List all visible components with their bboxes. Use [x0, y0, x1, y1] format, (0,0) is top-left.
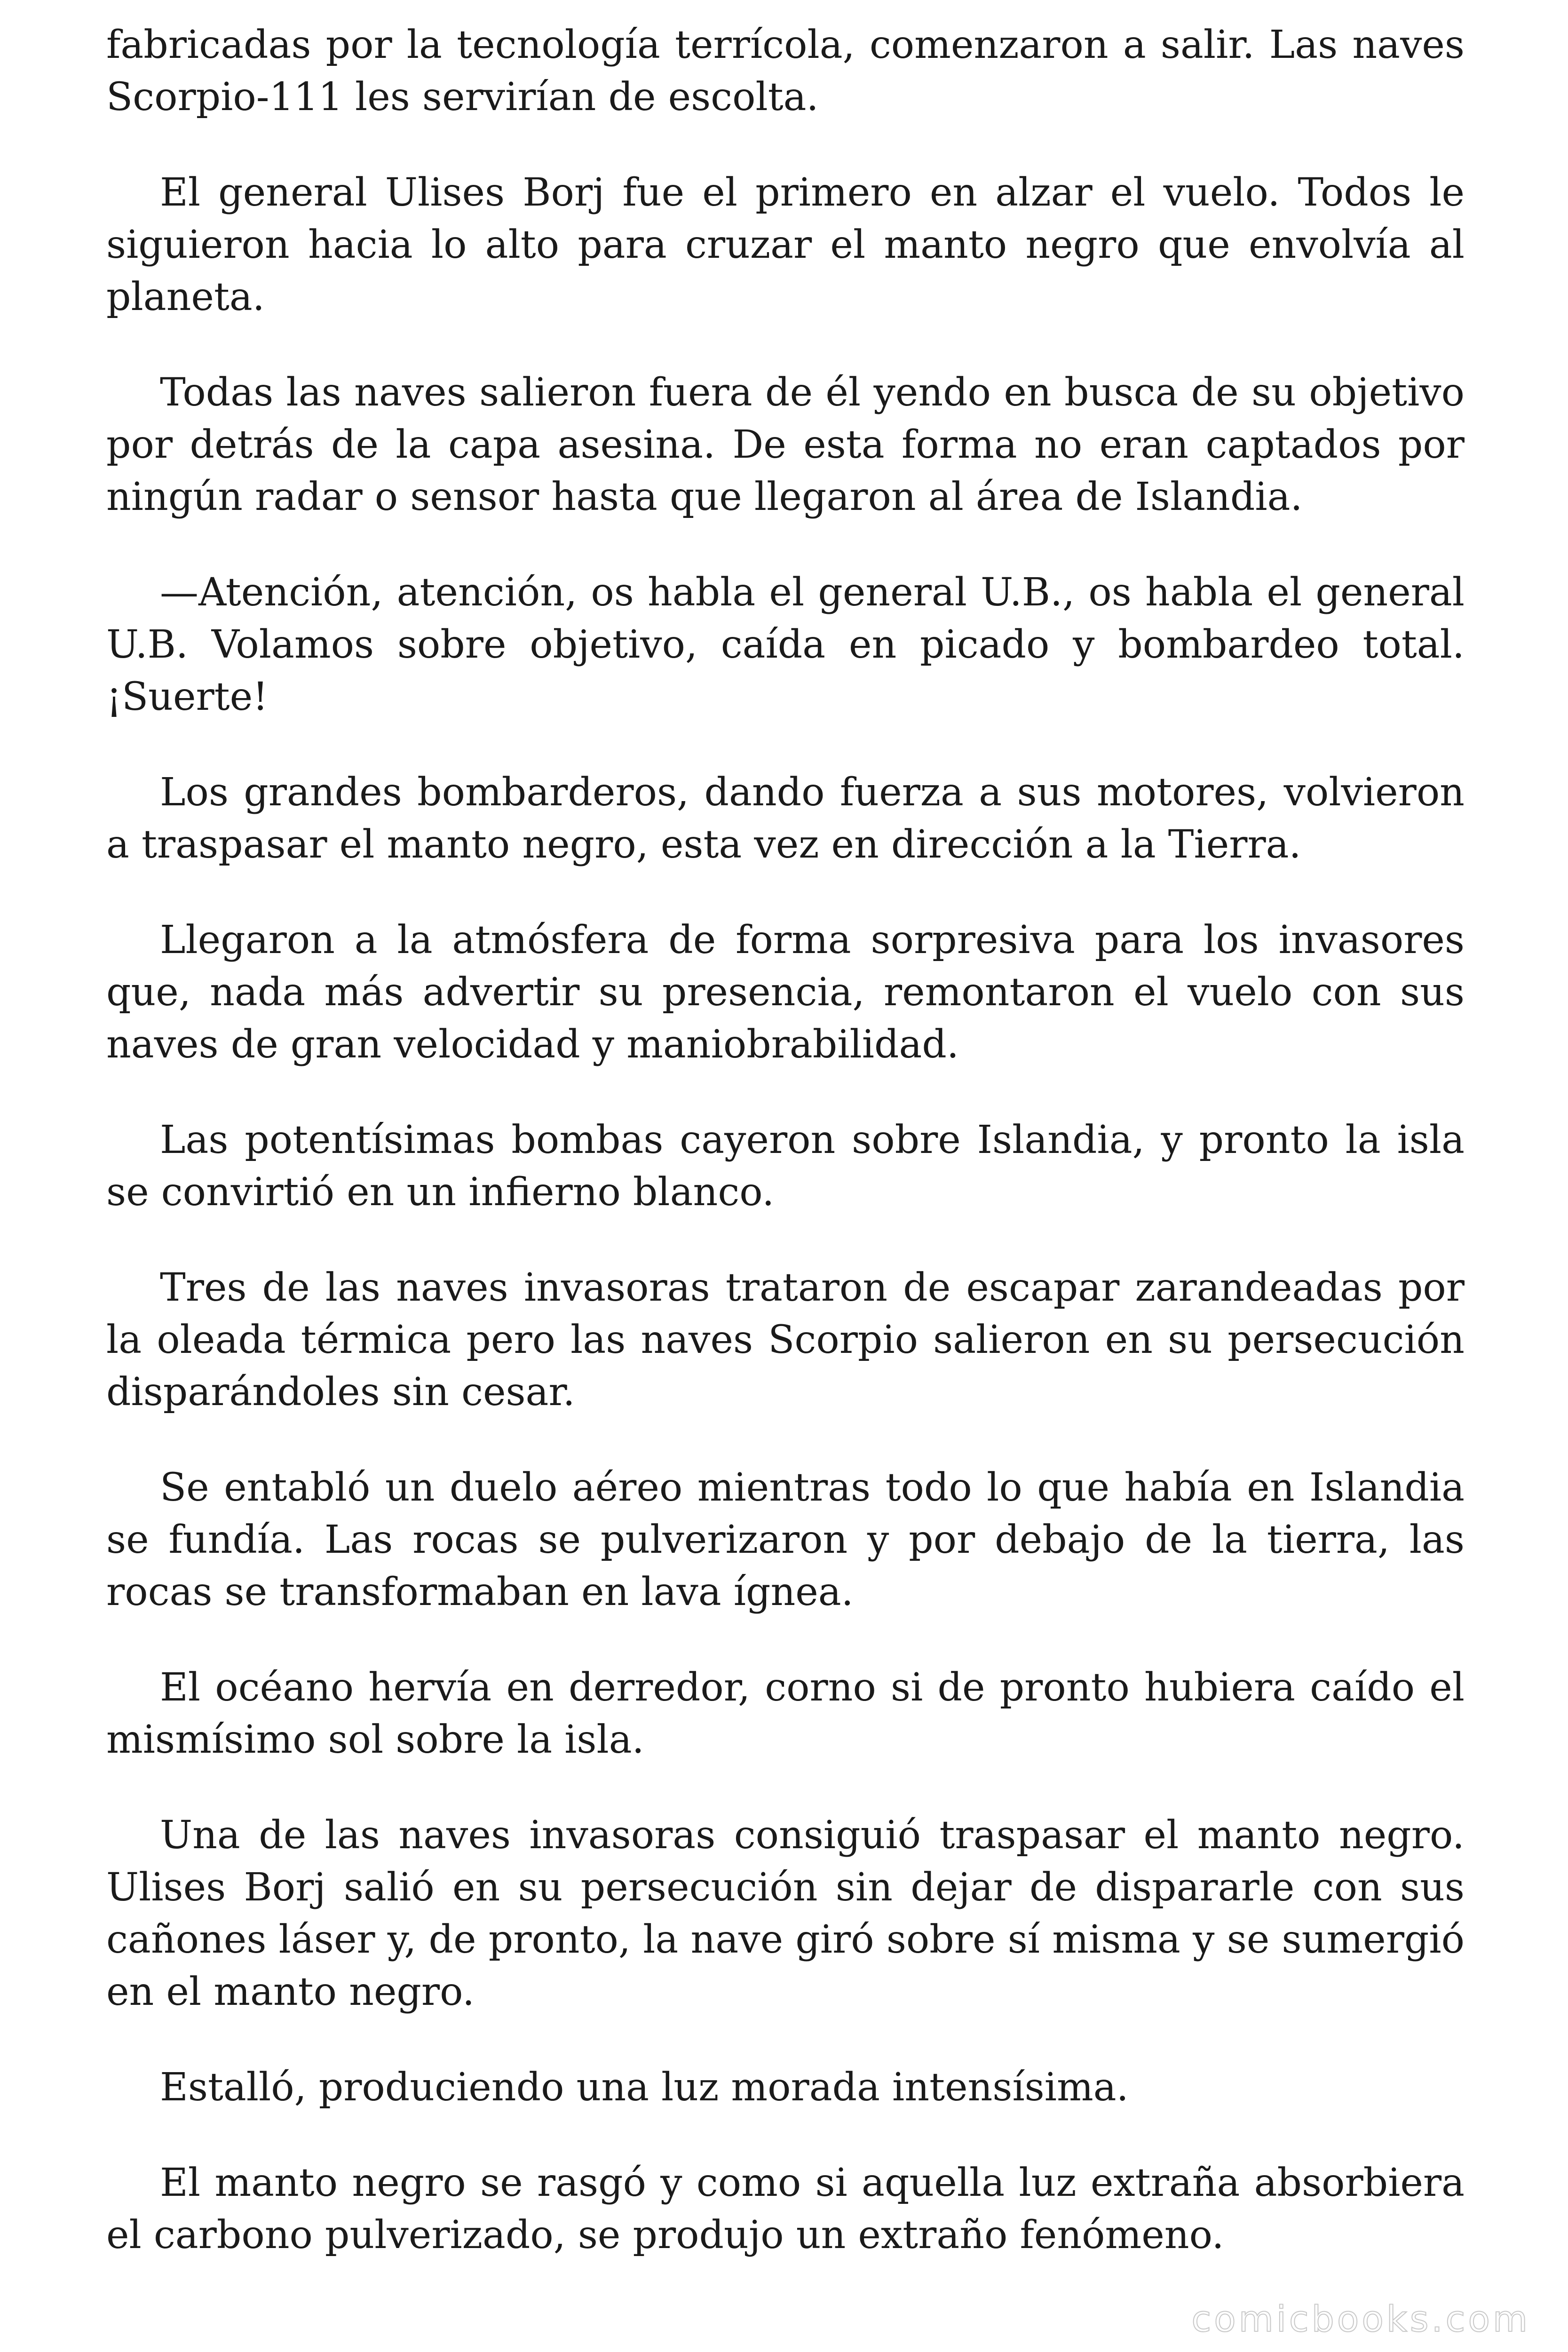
paragraph: El general Ulises Borj fue el primero en alzar el vuelo. Todos le siguieron hacia lo alto para cruzar el manto negro que envolvía al planeta. [106, 170, 1465, 319]
paragraph: Llegaron a la atmósfera de forma sorpresiva para los invasores que, nada más advertir su presencia, remontaron el vuelo con sus naves de gran velocidad y maniobrabilidad. [106, 918, 1465, 1067]
paragraph: El manto negro se rasgó y como si aquella luz extraña absorbiera el carbono pulverizado, se produjo un extraño fenómeno. [106, 2161, 1465, 2257]
watermark: comicbooks.com [1191, 2298, 1530, 2340]
paragraph: —Atención, atención, os habla el general U.B., os habla el general U.B. Volamos sobre objetivo, caída en picado y bombardeo total. ¡Suerte! [106, 570, 1465, 719]
paragraph: fabricadas por la tecnología terrícola, comenzaron a salir. Las naves Scorpio-111 les servirían de escolta. [106, 23, 1465, 119]
paragraph: Estalló, produciendo una luz morada intensísima. [160, 2065, 1129, 2110]
paragraph: Las potentísimas bombas cayeron sobre Islandia, y pronto la isla se convirtió en un infierno blanco. [106, 1118, 1465, 1215]
paragraph: Se entabló un duelo aéreo mientras todo lo que había en Islandia se fundía. Las rocas se pulverizaron y por debajo de la tierra, las rocas se transformaban en lava ígnea. [106, 1465, 1465, 1614]
paragraph: Todas las naves salieron fuera de él yendo en busca de su objetivo por detrás de la capa asesina. De esta forma no eran captados por ningún radar o sensor hasta que llegaron al área de Islandia. [106, 370, 1465, 519]
paragraph: Una de las naves invasoras consiguió traspasar el manto negro. Ulises Borj salió en su persecución sin dejar de dispararle con sus cañones láser y, de pronto, la nave giró sobre sí misma y se sumergió en el manto negro. [106, 1813, 1465, 2014]
paragraph: El océano hervía en derredor, corno si de pronto hubiera caído el mismísimo sol sobre la isla. [106, 1665, 1465, 1762]
paragraph: Tres de las naves invasoras trataron de escapar zarandeadas por la oleada térmica pero las naves Scorpio salieron en su persecución disparándoles sin cesar. [106, 1265, 1465, 1414]
paragraph: Los grandes bombarderos, dando fuerza a sus motores, volvieron a traspasar el manto negro, esta vez en dirección a la Tierra. [106, 770, 1465, 867]
page-body [106, 19, 1465, 2304]
